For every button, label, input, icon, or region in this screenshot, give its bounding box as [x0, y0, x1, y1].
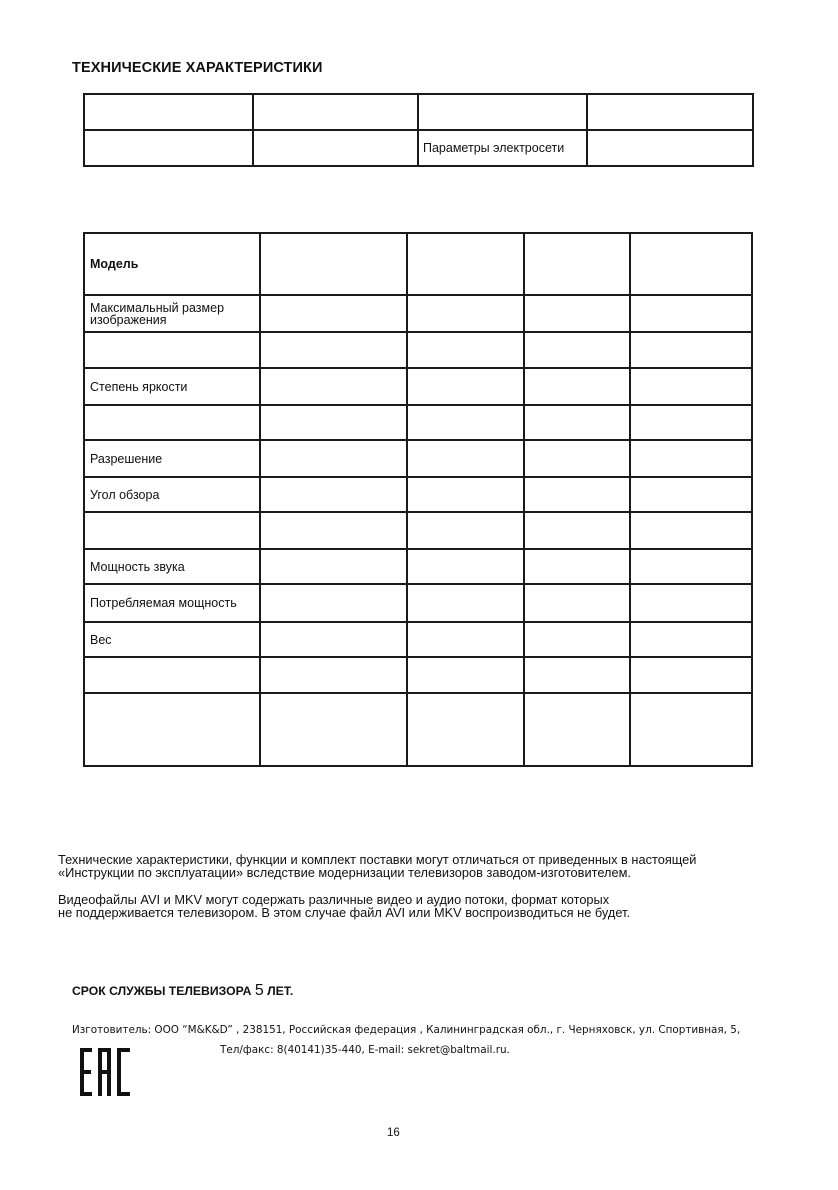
table-row [84, 657, 752, 693]
spec-value [524, 512, 630, 549]
spec-value [524, 233, 630, 295]
table-row [84, 549, 752, 584]
spec-label [84, 693, 260, 766]
table-row [84, 477, 752, 512]
note-line: Видеофайлы AVI и MKV могут содержать различные видео и аудио потоки, формат которых [58, 892, 610, 907]
disclaimer-note [58, 853, 778, 879]
spec-value [524, 368, 630, 405]
spec-value [407, 657, 524, 693]
table-cell [587, 94, 753, 130]
spec-label [84, 332, 260, 368]
table-row [84, 94, 753, 130]
spec-value [407, 368, 524, 405]
spec-value [407, 295, 524, 332]
spec-value [524, 657, 630, 693]
table-cell [253, 130, 418, 166]
note-line: не поддерживается телевизором. В этом случае файл AVI или MKV воспроизводиться не будет. [58, 905, 631, 920]
spec-label: Модель [84, 233, 260, 295]
spec-value [630, 405, 752, 440]
eac-logo-icon [80, 1048, 130, 1096]
manufacturer-info: Изготовитель: ООО “M&K&D” , 238151, Российская федерация , Калининградская обл., г. Черняховск, ул. Спортивная, 5, [72, 1024, 741, 1036]
table-cell [253, 94, 418, 130]
spec-value [524, 332, 630, 368]
table-cell [587, 130, 753, 166]
spec-value [260, 405, 407, 440]
spec-value [407, 332, 524, 368]
table-cell [84, 94, 253, 130]
spec-value [260, 693, 407, 766]
table-cell [84, 130, 253, 166]
spec-value [524, 549, 630, 584]
spec-label: Мощность звука [84, 549, 260, 584]
spec-value [524, 693, 630, 766]
spec-value [630, 440, 752, 477]
page-title: ТЕХНИЧЕСКИЕ ХАРАКТЕРИСТИКИ [72, 60, 323, 76]
table-row [84, 440, 752, 477]
table-row [84, 130, 753, 166]
spec-value [407, 440, 524, 477]
spec-value [524, 440, 630, 477]
spec-value [407, 584, 524, 622]
spec-value [630, 368, 752, 405]
spec-value [630, 295, 752, 332]
spec-value [260, 657, 407, 693]
spec-label: Максимальный размер изображения [84, 295, 260, 332]
spec-label: Разрешение [84, 440, 260, 477]
spec-value [260, 295, 407, 332]
table-row [84, 405, 752, 440]
table-row [84, 332, 752, 368]
spec-value [524, 295, 630, 332]
spec-value [524, 405, 630, 440]
note-line: Технические характеристики, функции и комплект поставки могут отличаться от приведенных в настоящей [58, 852, 697, 867]
spec-value [524, 584, 630, 622]
spec-label: Вес [84, 622, 260, 657]
spec-label [84, 657, 260, 693]
spec-value [630, 549, 752, 584]
note-line: «Инструкции по эксплуатации» вследствие модернизации телевизоров заводом-изготовителем. [58, 865, 631, 880]
service-life-prefix: СРОК СЛУЖБЫ ТЕЛЕВИЗОРА [72, 984, 255, 998]
table-row [84, 584, 752, 622]
spec-label: Угол обзора [84, 477, 260, 512]
spec-value [630, 622, 752, 657]
page-number: 16 [387, 1127, 400, 1139]
spec-value [407, 233, 524, 295]
spec-value [407, 512, 524, 549]
spec-value [524, 477, 630, 512]
service-life [72, 982, 293, 1000]
spec-value [260, 512, 407, 549]
spec-label: Степень яркости [84, 368, 260, 405]
spec-value [407, 622, 524, 657]
spec-value [524, 622, 630, 657]
video-format-note [58, 893, 778, 919]
spec-value [630, 657, 752, 693]
spec-value [630, 477, 752, 512]
service-life-years: 5 [254, 982, 264, 999]
spec-value [630, 512, 752, 549]
spec-value [260, 584, 407, 622]
power-parameters-table [83, 93, 754, 167]
spec-value [630, 233, 752, 295]
table-row [84, 368, 752, 405]
table-row [84, 233, 752, 295]
spec-label [84, 405, 260, 440]
spec-value [407, 693, 524, 766]
spec-label: Потребляемая мощность [84, 584, 260, 622]
table-cell [418, 94, 587, 130]
spec-value [630, 693, 752, 766]
spec-value [260, 233, 407, 295]
spec-value [630, 584, 752, 622]
spec-value [260, 549, 407, 584]
spec-value [407, 405, 524, 440]
spec-value [260, 368, 407, 405]
table-row [84, 295, 752, 332]
spec-value [260, 477, 407, 512]
spec-value [407, 549, 524, 584]
spec-value [260, 440, 407, 477]
spec-value [630, 332, 752, 368]
specifications-table [83, 232, 753, 767]
spec-value [407, 477, 524, 512]
spec-label [84, 512, 260, 549]
table-row [84, 512, 752, 549]
table-row [84, 693, 752, 766]
table-cell: Параметры электросети [418, 130, 587, 166]
table-row [84, 622, 752, 657]
manufacturer-contacts: Тел/факс: 8(40141)35-440, E-mail: sekret@baltmail.ru. [220, 1044, 510, 1056]
spec-value [260, 332, 407, 368]
spec-value [260, 622, 407, 657]
service-life-suffix: ЛЕТ. [263, 984, 294, 998]
